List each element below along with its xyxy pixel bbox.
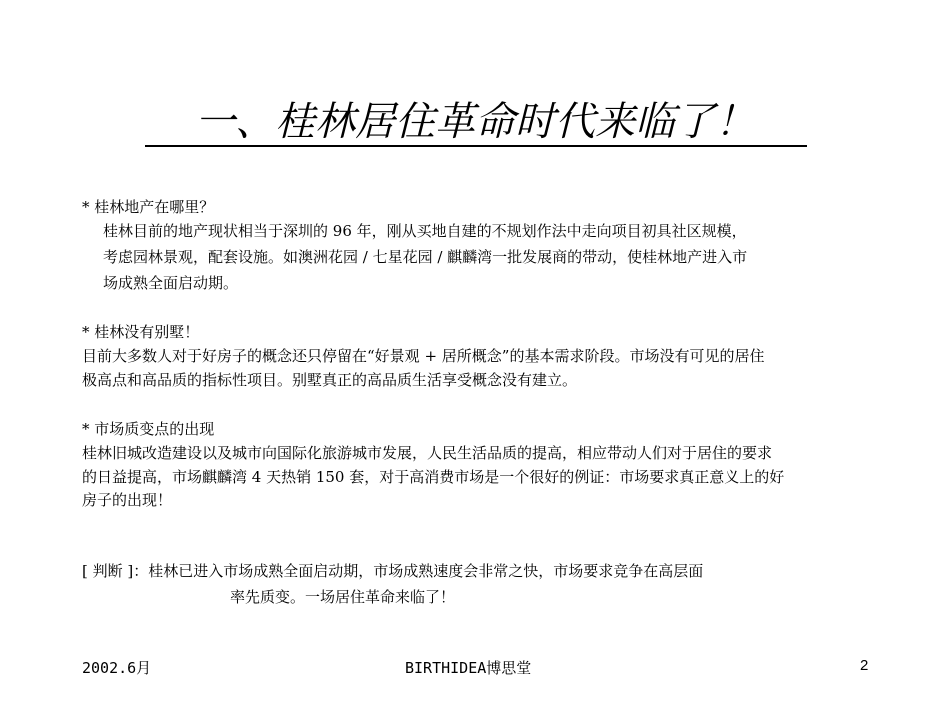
- footer-date: 2002.6月: [82, 659, 152, 677]
- section2-heading: * 桂林没有别墅！: [82, 323, 200, 341]
- judgement-line-2: 率先质变。一场居住革命来临了！: [230, 588, 456, 606]
- judgement-line-1: [ 判断 ]：桂林已进入市场成熟全面启动期，市场成熟速度会非常之快，市场要求竞争在高层面: [82, 562, 704, 580]
- section1-heading: * 桂林地产在哪里？: [82, 198, 215, 216]
- slide-title: 一、桂林居住革命时代来临了！: [195, 99, 755, 145]
- title-underline: [145, 145, 807, 147]
- section1-line-1: 桂林目前的地产现状相当于深圳的 96 年，刚从买地自建的不规划作法中走向项目初具社区规模，: [103, 222, 747, 240]
- section3-line-1: 桂林旧城改造建设以及城市向国际化旅游城市发展，人民生活品质的提高，相应带动人们对于居住的要求: [82, 444, 773, 462]
- page-number: 2: [860, 657, 869, 674]
- section2-line-2: 极高点和高品质的指标性项目。别墅真正的高品质生活享受概念没有建立。: [82, 371, 578, 389]
- footer-brand: BIRTHIDEA博思堂: [405, 659, 532, 677]
- section1-line-2: 考虑园林景观，配套设施。如澳洲花园 / 七星花园 / 麒麟湾一批发展商的带动，使桂林地产进入市: [103, 248, 748, 266]
- section1-line-3: 场成熟全面启动期。: [103, 274, 239, 292]
- section3-line-2: 的日益提高，市场麒麟湾 4 天热销 150 套，对于高消费市场是一个很好的例证：市场要求真正意义上的好: [82, 468, 785, 486]
- section3-heading: * 市场质变点的出现: [82, 420, 215, 438]
- section3-line-3: 房子的出现！: [82, 491, 173, 509]
- section2-line-1: 目前大多数人对于好房子的概念还只停留在“好景观 + 居所概念”的基本需求阶段。市场没有可见的居住: [82, 347, 765, 365]
